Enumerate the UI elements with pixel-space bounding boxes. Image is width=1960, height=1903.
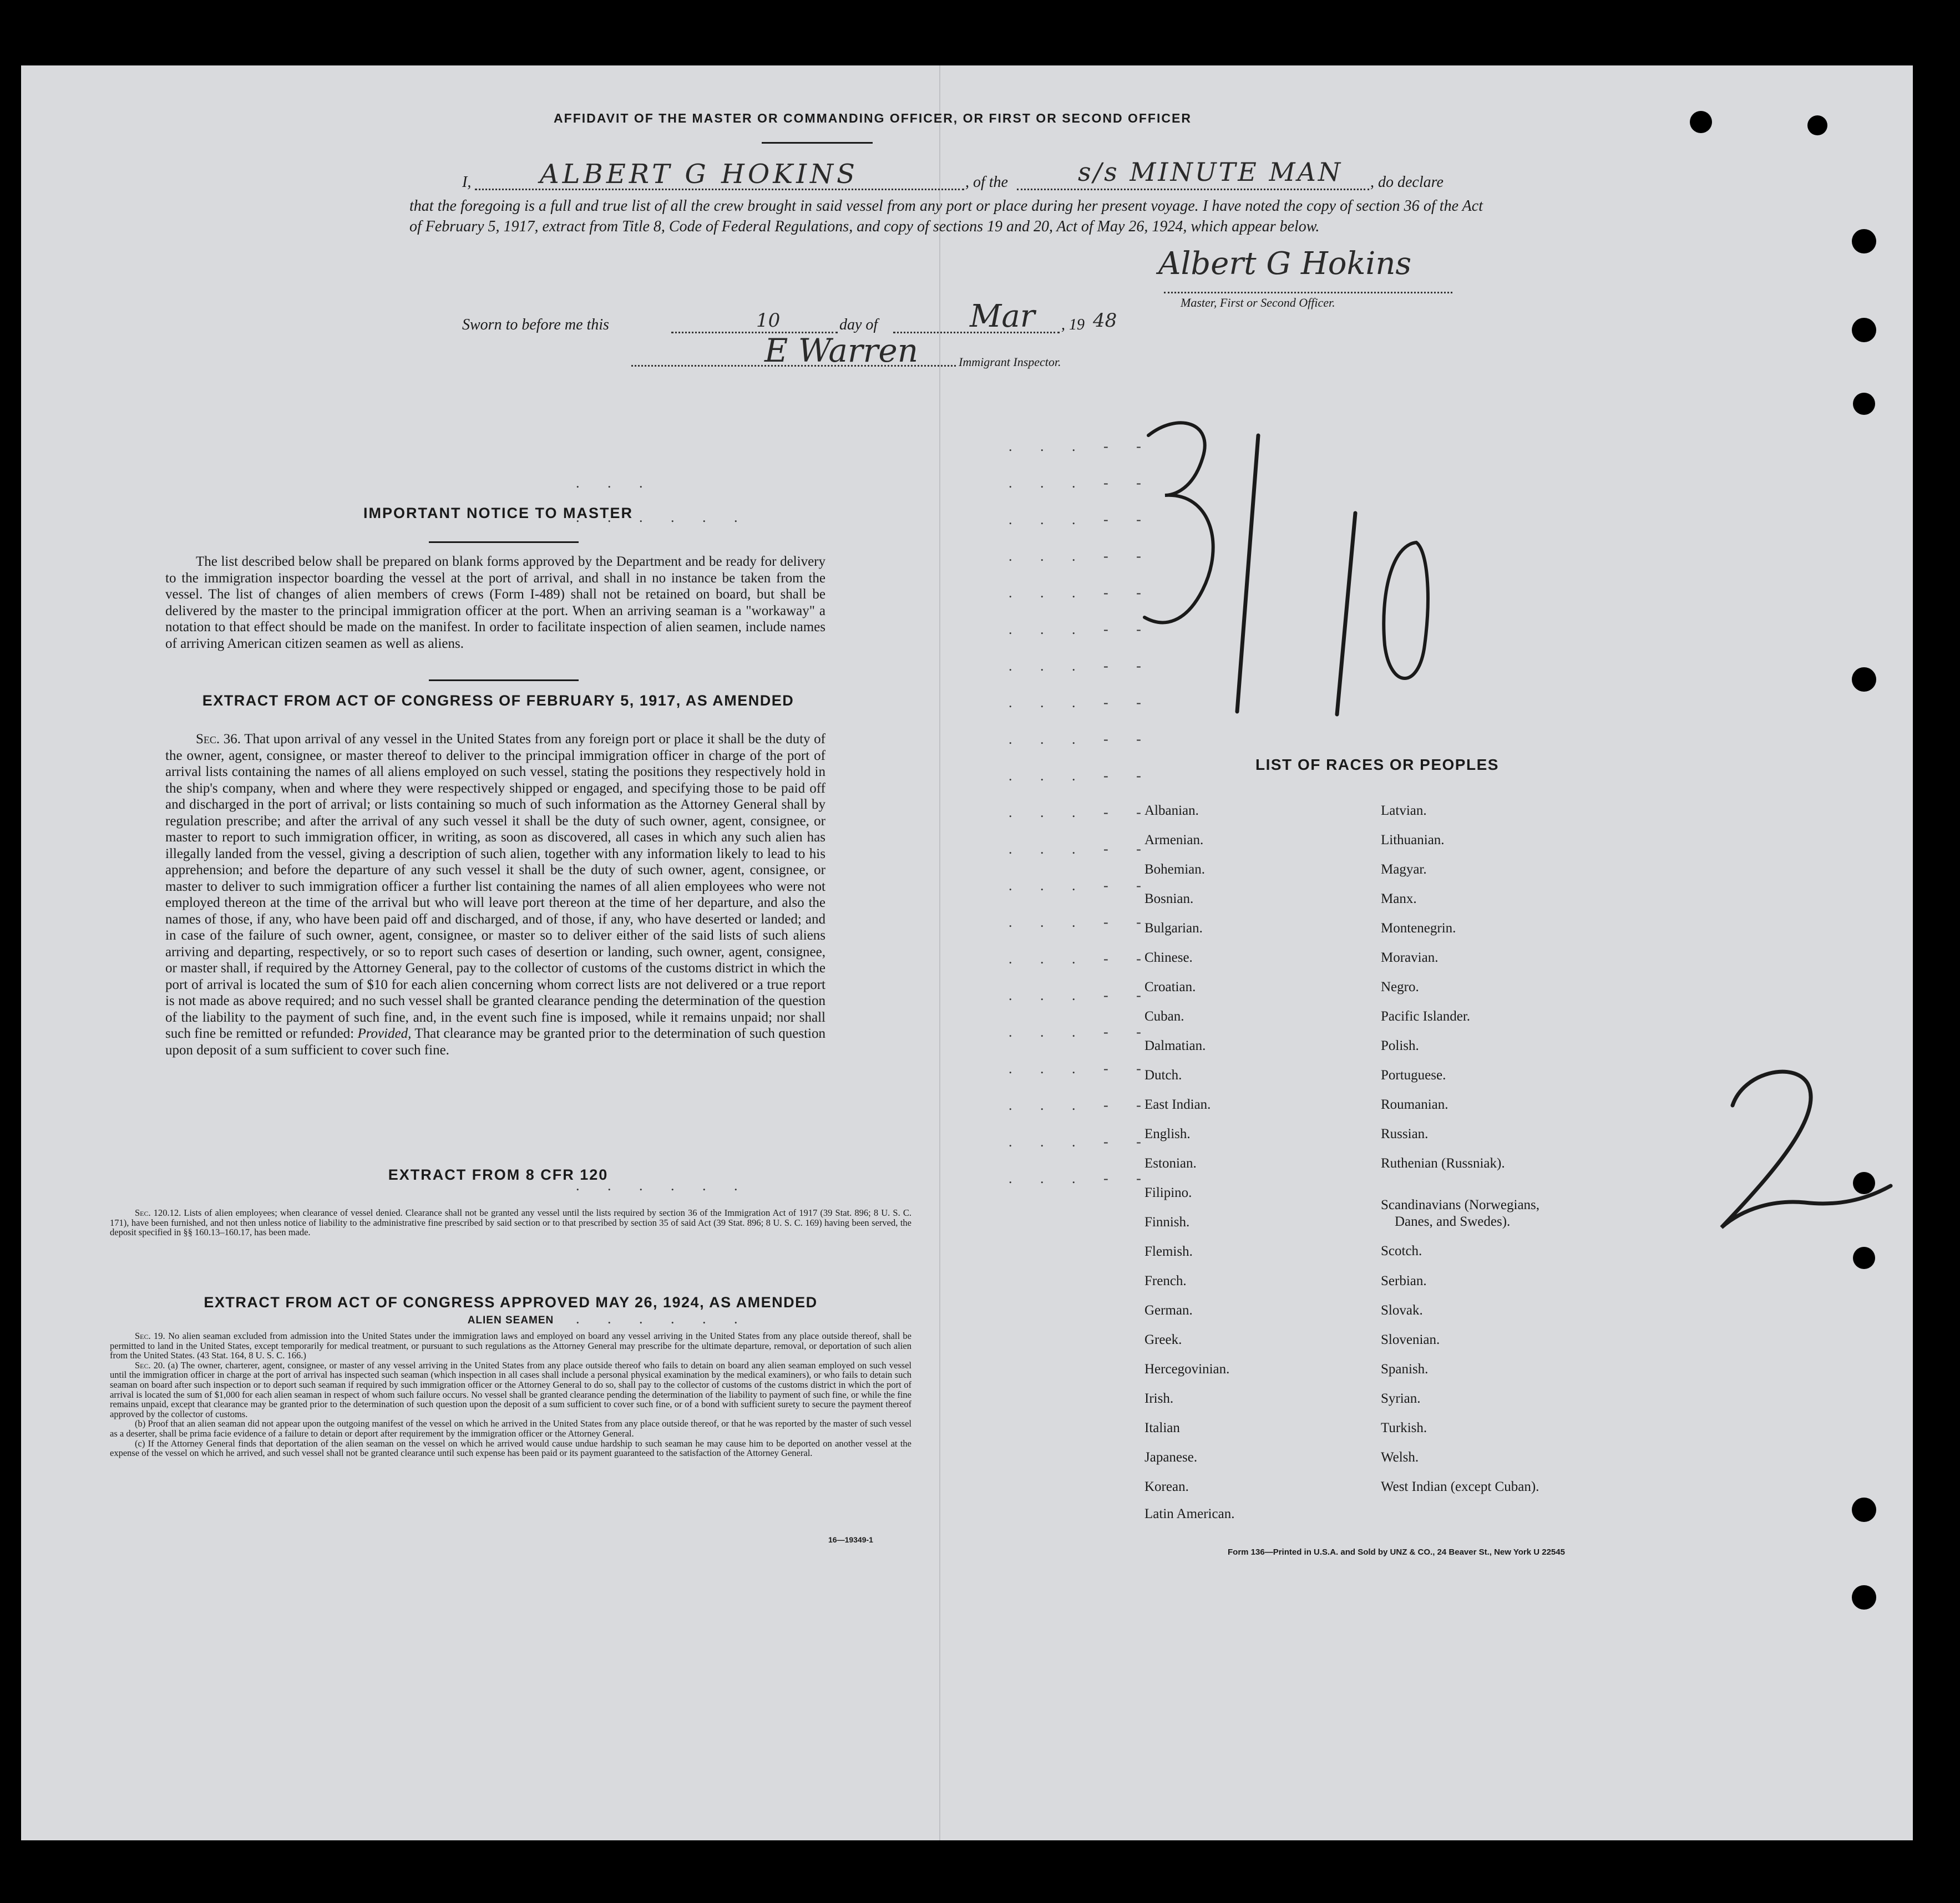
sec-20a-para (110, 1361, 911, 1419)
binder-hole (1852, 318, 1876, 342)
race-item: Albanian. (1144, 803, 1199, 818)
sworn-label: Sworn to before me this (462, 316, 609, 333)
race-item: Slovak. (1381, 1303, 1423, 1318)
race-item: Polish. (1381, 1038, 1419, 1053)
race-item: Filipino. (1144, 1185, 1192, 1200)
signature-caption: Master, First or Second Officer. (1181, 296, 1335, 309)
binder-hole (1852, 1498, 1876, 1522)
extract-1924-heading: EXTRACT FROM ACT OF CONGRESS APPROVED MAY 26, 1924, AS AMENDED (204, 1294, 818, 1311)
race-item: Hercegovinian. (1144, 1362, 1230, 1377)
form-code: 16—19349-1 (828, 1535, 873, 1544)
leader-dots: . . . - - (1009, 914, 1153, 930)
provided-label: Provided, (357, 1026, 412, 1041)
race-item: Danes, and Swedes). (1395, 1214, 1511, 1229)
race-item: Roumanian. (1381, 1097, 1449, 1112)
race-item: Slovenian. (1381, 1332, 1440, 1347)
sec-20a-text: (a) The owner, charterer, agent, consignee, or master of any vessel arriving in the United States from any place outside thereof who fails to detain on board any alien seaman employed on such vessel until the immigration officer in charge at the port of arrival has inspected such seaman (which inspection in all cases shall include a personal physical examination by the medical examiners), or who fails to detain such seaman on board after such inspection or to deport such seaman if required by such immigration officer or the Attorney General to do so, shall pay to the collector of customs of the customs district in which the port of arrival is located the sum of $1,000 for each alien seaman in respect of whom such failure occurs. No vessel shall be granted clearance pending the determination of the liability to payment of such fine, or while the fine remains unpaid, except that clearance may be granted prior to the determination of such question upon the deposit of a sum sufficient to cover such fine, or of a bond with sufficient surety to secure the payment thereof approved by the collector of customs. (110, 1359, 912, 1419)
race-item: Irish. (1144, 1391, 1174, 1406)
sec-120-text: Lists of alien employees; when clearance of vessel denied. Clearance shall not be granted any vessel until the lists required by section 36 of the Immigration Act of 1917 (39 Stat. 896; 8 U. S. C. 171), have been furnished, and not then unless notice of liability to the administrative fine prescribed by said section or to that prescribed by section 35 of said Act (39 Stat. 896; 8 U. S. C. 169) having been served, the deposit specified in §§ 160.13–160.17, has been made. (110, 1207, 911, 1238)
declare-label: , do declare (1370, 174, 1444, 191)
extract-1924-body (110, 1331, 911, 1458)
sworn-month: Mar (970, 298, 1035, 334)
handwritten-note-3-10 (1120, 412, 1463, 756)
race-item: Japanese. (1144, 1450, 1198, 1465)
binder-hole (1690, 111, 1712, 133)
leader-dots: . . . . . . (576, 1178, 750, 1194)
document-page (21, 65, 1913, 1840)
inspector-signature: E Warren (764, 332, 919, 369)
binder-hole (1852, 1585, 1876, 1610)
sec-19-label: Sec. 19. (135, 1331, 165, 1341)
binder-hole (1853, 393, 1875, 415)
leader-dots: . . . - - (1009, 804, 1153, 820)
handwritten-2-strokes (1699, 1061, 1899, 1239)
race-item: Latvian. (1381, 803, 1427, 818)
vessel-name: s/s MINUTE MAN (1078, 157, 1343, 187)
year-label: , 19 (1061, 316, 1085, 333)
leader-dots: . . . - - (1009, 438, 1153, 454)
sec-36-label: Sec. 36. (196, 732, 241, 747)
sec-120-label: Sec. 120.12. (135, 1207, 181, 1218)
sec-20-label: Sec. 20. (135, 1359, 165, 1371)
leader-dots: . . . - - (1009, 658, 1153, 674)
leader-dots: . . . - - (1009, 694, 1153, 711)
leader-dots: . . . (576, 475, 655, 491)
affidavit-body: that the foregoing is a full and true list of all the crew brought in said vessel from any port or place during her present voyage. I have noted the copy of section 36 of the Act of February 5, 1917, extract from Title 8, Code of Federal Regulations, and copy of sections 19 and 20, Act of May 26, 1924, which appear below. (409, 197, 1483, 235)
binder-hole (1852, 229, 1876, 253)
notice-underline (429, 541, 579, 543)
signature-line (1164, 292, 1452, 293)
race-item: Montenegrin. (1381, 921, 1456, 936)
race-item: Pacific Islander. (1381, 1009, 1471, 1024)
inspector-caption: Immigrant Inspector. (959, 355, 1061, 369)
master-signature: Albert G Hokins (1158, 246, 1412, 282)
leader-dots: . . . - - (1009, 1134, 1153, 1150)
race-item: Syrian. (1381, 1391, 1421, 1406)
race-item: Croatian. (1144, 980, 1196, 994)
race-item: Estonian. (1144, 1156, 1197, 1171)
sec-19-para (110, 1331, 911, 1361)
handwritten-3-10-strokes (1120, 412, 1463, 756)
race-item: Negro. (1381, 980, 1419, 994)
leader-dots: . . . - - (1009, 548, 1153, 564)
races-heading: LIST OF RACES OR PEOPLES (1255, 756, 1499, 773)
leader-dots: . . . - - (1009, 511, 1153, 527)
day-of-label: day of (839, 316, 878, 333)
race-item: Bohemian. (1144, 862, 1206, 877)
leader-dots: . . . . . . (576, 509, 750, 525)
leader-dots: . . . - - (1009, 841, 1153, 857)
race-item: Spanish. (1381, 1362, 1429, 1377)
section-rule (429, 679, 579, 681)
race-item: Dutch. (1144, 1068, 1182, 1083)
race-item: Welsh. (1381, 1450, 1419, 1465)
extract-cfr-body (110, 1208, 911, 1237)
leader-dots: . . . . . . (576, 1311, 750, 1327)
race-item: Chinese. (1144, 950, 1193, 965)
race-item: Turkish. (1381, 1420, 1427, 1435)
race-item: Finnish. (1144, 1215, 1190, 1230)
race-item: French. (1144, 1273, 1187, 1288)
notice-body: The list described below shall be prepared on blank forms approved by the Department and be ready for delivery to the immigration inspector boarding the vessel at the port of arrival, and shall in no instance be taken from the vessel. The list of changes of alien members of crews (Form I-489) shall not be retained on board, but shall be delivered by the master to the principal immigration officer at the port. When an arriving seaman is a "workaway" a notation to that effect should be made on the manifest. In order to facilitate inspection of alien seamen, include names of arriving American citizen seamen as well as aliens. (165, 554, 825, 651)
race-item: Flemish. (1144, 1244, 1193, 1259)
sec-36-text: That upon arrival of any vessel in the United States from any foreign port or place it shall be the duty of the owner, agent, consignee, or master thereof to deliver to the principal immigration officer in charge of the port of arrival lists containing the names of all aliens employed on such vessel, stating the positions they respectively hold in the ship's company, when and where they were respectively shipped or engaged, and specifying those to be paid off and discharged in the port of arrival; or lists containing so much of such information as the Attorney General shall by regulation prescribe; and after the arrival of any such vessel it shall be the duty of such owner, agent, consignee, or master to report to such immigration officer, in writing, as soon as discovered, all cases in which any such alien has illegally landed from the vessel, giving a description of such alien, together with any information likely to lead to his apprehension; and before the departure of any such vessel it shall be the duty of such owner, agent, consignee, or master to deliver to such immigration officer a further list containing the names of all alien employees who were not employed thereon at the time of the arrival but who will leave port thereon at the time of her departure, and also the names of those, if any, who have been paid off and discharged, and of those, if any, who have deserted or landed; and in case of the failure of such owner, agent, consignee, or master so to deliver either of the said lists of such aliens arriving and departing, respectively, or so to report such cases of desertion or landing, such owner, agent, consignee, or master shall, if required by the Attorney General, pay to the collector of customs of the customs district in which the port of arrival is located the sum of $10 for each alien concerning whom correct lists are not delivered or a true report is not made as above required; and no such vessel shall be granted clearance pending the determination of the question of the liability to the payment of such fine, and, in the event such fine is imposed, while it remains unpaid; nor shall such fine be remitted or refunded: (165, 732, 825, 1041)
leader-dots: . . . - - (1009, 1060, 1153, 1077)
vessel-name-line (1017, 189, 1369, 190)
race-item: Korean. (1144, 1479, 1189, 1494)
race-item: English. (1144, 1126, 1191, 1141)
sworn-year: 48 (1093, 309, 1117, 332)
race-item: Lithuanian. (1381, 833, 1445, 848)
race-item: Italian (1144, 1420, 1180, 1435)
handwritten-margin-number (1699, 1061, 1899, 1239)
leader-dots: . . . - - (1009, 1024, 1153, 1040)
i-label: I, (462, 174, 472, 191)
affidavit-title: AFFIDAVIT OF THE MASTER OR COMMANDING OFFICER, OR FIRST OR SECOND OFFICER (554, 111, 1192, 125)
race-item: Bulgarian. (1144, 921, 1203, 936)
leader-dots: . . . - - (1009, 768, 1153, 784)
leader-dots: . . . - - (1009, 621, 1153, 637)
race-item: Russian. (1381, 1126, 1429, 1141)
leader-dots: . . . - - (1009, 1170, 1153, 1186)
race-item: Magyar. (1381, 862, 1427, 877)
race-item: German. (1144, 1303, 1193, 1318)
race-item: Moravian. (1381, 950, 1439, 965)
race-item: Scandinavians (Norwegians, (1381, 1197, 1540, 1212)
leader-dots: . . . - - (1009, 475, 1153, 491)
race-item: Dalmatian. (1144, 1038, 1206, 1053)
extract-1917-heading: EXTRACT FROM ACT OF CONGRESS OF FEBRUARY 5, 1917, AS AMENDED (202, 692, 794, 709)
race-item: Bosnian. (1144, 891, 1194, 906)
notice-heading: IMPORTANT NOTICE TO MASTER (363, 505, 633, 521)
race-item: Latin American. (1144, 1506, 1235, 1521)
sec-36-text-end: That clearance may be granted prior to the determination of such question upon deposit of a sum sufficient to cover such fine. (165, 1026, 825, 1058)
sec-20b-para: (b) Proof that an alien seaman did not appear upon the outgoing manifest of the vessel on which he arrived in the United States from any place outside thereof, or that he was reported by the master of such vessel as a deserter, shall be prima facie evidence of a failure to detain or deport after requirement by the immigration officer or the Attorney General. (110, 1418, 911, 1439)
sec-19-text: No alien seaman excluded from admission into the United States under the immigration laws and employed on board any vessel arriving in the United States from any place outside thereof, shall be permitted to land in the United States, except temporarily for medical treatment, or pursuant to such regulations as the Attorney General may prescribe for the ultimate departure, removal, or deportation of such alien from the United States. (43 Stat. 164, 8 U. S. C. 166.) (110, 1331, 912, 1361)
sworn-day: 10 (756, 309, 781, 332)
leader-dots: . . . - - (1009, 987, 1153, 1003)
extract-cfr-heading: EXTRACT FROM 8 CFR 120 (388, 1166, 609, 1183)
extract-1917-body (165, 731, 825, 1058)
master-name: ALBERT G HOKINS (540, 159, 858, 190)
leader-dots: . . . - - (1009, 731, 1153, 747)
sec-20c-para: (c) If the Attorney General finds that deportation of the alien seaman on the vessel on which he arrived would cause undue hardship to such seaman he may cause him to be deported on another vessel at the expense of the vessel on which he arrived, and such vessel shall not be granted clearance until such expense has been paid or its payment guaranteed to the satisfaction of the Attorney General. (110, 1438, 911, 1459)
race-item: Manx. (1381, 891, 1417, 906)
race-item: Portuguese. (1381, 1068, 1446, 1083)
race-item: East Indian. (1144, 1097, 1211, 1112)
race-item: Ruthenian (Russniak). (1381, 1156, 1505, 1171)
leader-dots: . . . - - (1009, 1097, 1153, 1113)
race-item: West Indian (except Cuban). (1381, 1479, 1539, 1494)
race-item: Greek. (1144, 1332, 1182, 1347)
binder-hole (1807, 115, 1827, 135)
leader-dots: . . . - - (1009, 585, 1153, 601)
race-item: Serbian. (1381, 1273, 1427, 1288)
race-item: Scotch. (1381, 1244, 1422, 1258)
title-underline (762, 142, 873, 144)
leader-dots: . . . - - (1009, 951, 1153, 967)
of-the-label: , of the (965, 174, 1008, 191)
race-item: Armenian. (1144, 833, 1204, 848)
binder-hole (1852, 667, 1876, 692)
leader-dots: . . . - - (1009, 877, 1153, 894)
race-item: Cuban. (1144, 1009, 1184, 1024)
binder-hole (1853, 1247, 1875, 1269)
alien-seamen-subheading: ALIEN SEAMEN (467, 1315, 554, 1326)
printer-footer: Form 136—Printed in U.S.A. and Sold by UNZ & CO., 24 Beaver St., New York U 22545 (1228, 1547, 1565, 1557)
